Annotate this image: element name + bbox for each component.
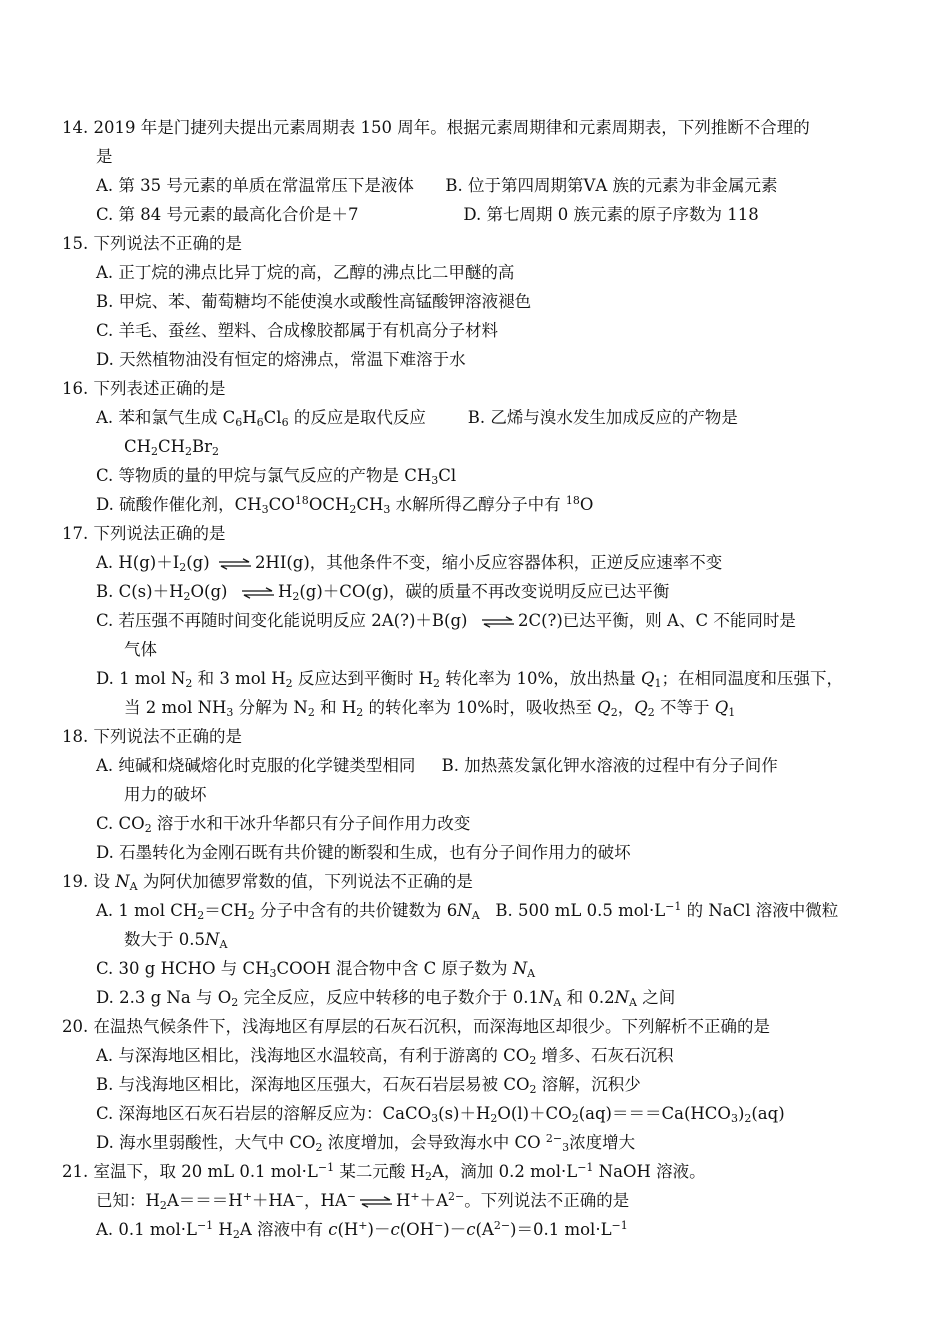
text-line: A. 1 mol $CH_2=CH_2$ 分子中含有的共价键数为 $6N_A$ B. 500 mL 0.5 $mol\cdot L^{-1}$ 的 NaCl 溶液中微粒 bbox=[96, 900, 839, 922]
text-line: D. 海水里弱酸性，大气中 $CO_2$ 浓度增加，会导致海水中 CO $^{2-}_3$浓度增大 bbox=[96, 1132, 636, 1154]
text-line: 15. 下列说法不正确的是 bbox=[62, 234, 242, 253]
text-line: 用力的破坏 bbox=[124, 785, 207, 804]
text-line: 16. 下列表述正确的是 bbox=[62, 379, 226, 398]
equilibrium-arrow-icon bbox=[240, 587, 276, 599]
text-line: C. 等物质的量的甲烷与氯气反应的产物是 $CH_3Cl$ bbox=[96, 466, 457, 487]
text-line: C. $CO_2$ 溶于水和干冰升华都只有分子间作用力改变 bbox=[96, 814, 471, 835]
text-line: 20. 在温热气候条件下，浅海地区有厚层的石灰石沉积，而深海地区却很少。下列解析不正确的是 bbox=[62, 1017, 770, 1036]
text-line: D. 1 mol $N_2$ 和 3 mol $H_2$ 反应达到平衡时 $H_2$ 转化率为 10%，放出热量 $Q_1$；在相同温度和压强下， bbox=[96, 669, 843, 690]
text-line: A. 0.1 $mol\cdot L^{-1}$ $H_2A$ 溶液中有 $c(H^+)-c(OH^-)-c(A^{2-})=0.1$ $mol\cdot L^{-1}$ bbox=[96, 1219, 628, 1241]
equilibrium-arrow-icon bbox=[480, 616, 516, 628]
text-line: 气体 bbox=[124, 640, 157, 659]
text-line: A. 纯碱和烧碱熔化时克服的化学键类型相同 B. 加热蒸发氯化钾水溶液的过程中有分子间作 bbox=[96, 756, 778, 775]
equilibrium-arrow-icon bbox=[358, 1196, 394, 1208]
text-line: 19. 设 $N_A$ 为阿伏加德罗常数的值，下列说法不正确的是 bbox=[62, 872, 473, 893]
text-line: B. 与浅海地区相比，深海地区压强大，石灰石岩层易被 $CO_2$ 溶解，沉积少 bbox=[96, 1075, 641, 1096]
text-line: A. 正丁烷的沸点比异丁烷的高，乙醇的沸点比二甲醚的高 bbox=[96, 263, 515, 282]
text-line: C. 若压强不再随时间变化能说明反应 2A(?)＋B(g) 2C(?)已达平衡，则 A、C 不能同时是 bbox=[96, 611, 796, 630]
text-line: A. 与深海地区相比，浅海地区水温较高，有利于游离的 $CO_2$ 增多、石灰石沉积 bbox=[96, 1046, 674, 1067]
text-line: A. 第 35 号元素的单质在常温常压下是液体 B. 位于第四周期第ⅤA 族的元素为非金属元素 bbox=[96, 176, 778, 195]
text-line: B. 甲烷、苯、葡萄糖均不能使溴水或酸性高锰酸钾溶液褪色 bbox=[96, 292, 532, 311]
text-line: D. 2.3 g Na 与 $O_2$ 完全反应，反应中转移的电子数介于 $0.1N_A$ 和 $0.2N_A$ 之间 bbox=[96, 988, 676, 1009]
text-line: 18. 下列说法不正确的是 bbox=[62, 727, 242, 746]
equilibrium-arrow-icon bbox=[217, 558, 253, 570]
text-line: C. 深海地区石灰石岩层的溶解反应为：$CaCO_3(s)+H_2O(l)+CO_2(aq)===Ca(HCO_3)_2(aq)$ bbox=[96, 1104, 785, 1125]
text-line: C. 30 g HCHO 与 $CH_3COOH$ 混合物中含 C 原子数为 $N_A$ bbox=[96, 959, 536, 980]
text-line: 当 2 mol $NH_3$ 分解为 $N_2$ 和 $H_2$ 的转化率为 10%时，吸收热至 $Q_2$，$Q_2$ 不等于 $Q_1$ bbox=[124, 698, 736, 719]
text-line: 21. 室温下，取 20 mL 0.1 $mol\cdot L^{-1}$ 某二元酸 $H_2A$，滴加 0.2 $mol\cdot L^{-1}$ NaOH 溶液。 bbox=[62, 1161, 706, 1183]
text-line: D. 石墨转化为金刚石既有共价键的断裂和生成，也有分子间作用力的破坏 bbox=[96, 843, 631, 862]
text-line: D. 硫酸作催化剂，$CH_3CO^{18}OCH_2CH_3$ 水解所得乙醇分子中有 $^{18}$O bbox=[96, 494, 594, 516]
text-line: B. $C(s)+H_2O(g)$ $H_2(g)+CO(g)$，碳的质量不再改变说明反应已达平衡 bbox=[96, 582, 670, 603]
text-line: 已知：$H_2A===H^++HA^-$，HA− $H^++A^{2-}$。下列说法不正确的是 bbox=[96, 1190, 630, 1212]
text-line: A. $H(g)+I_2(g)$ 2HI(g)，其他条件不变，缩小反应容器体积，正逆反应速率不变 bbox=[96, 553, 723, 574]
text-line: 17. 下列说法正确的是 bbox=[62, 524, 226, 543]
text-line: 是 bbox=[96, 147, 113, 166]
text-line: A. 苯和氯气生成 $C_6H_6Cl_6$ 的反应是取代反应 B. 乙烯与溴水发生加成反应的产物是 bbox=[96, 408, 738, 429]
text-line: C. 第 84 号元素的最高化合价是＋7 D. 第七周期 0 族元素的原子序数为 118 bbox=[96, 205, 759, 224]
text-line: $CH_2CH_2Br_2$ bbox=[124, 437, 220, 458]
text-line: C. 羊毛、蚕丝、塑料、合成橡胶都属于有机高分子材料 bbox=[96, 321, 499, 340]
text-line: 数大于 $0.5N_A$ bbox=[124, 930, 228, 951]
text-line: 14. 2019 年是门捷列夫提出元素周期表 150 周年。根据元素周期律和元素周期表，下列推断不合理的 bbox=[62, 118, 810, 137]
text-line: D. 天然植物油没有恒定的熔沸点，常温下难溶于水 bbox=[96, 350, 466, 369]
